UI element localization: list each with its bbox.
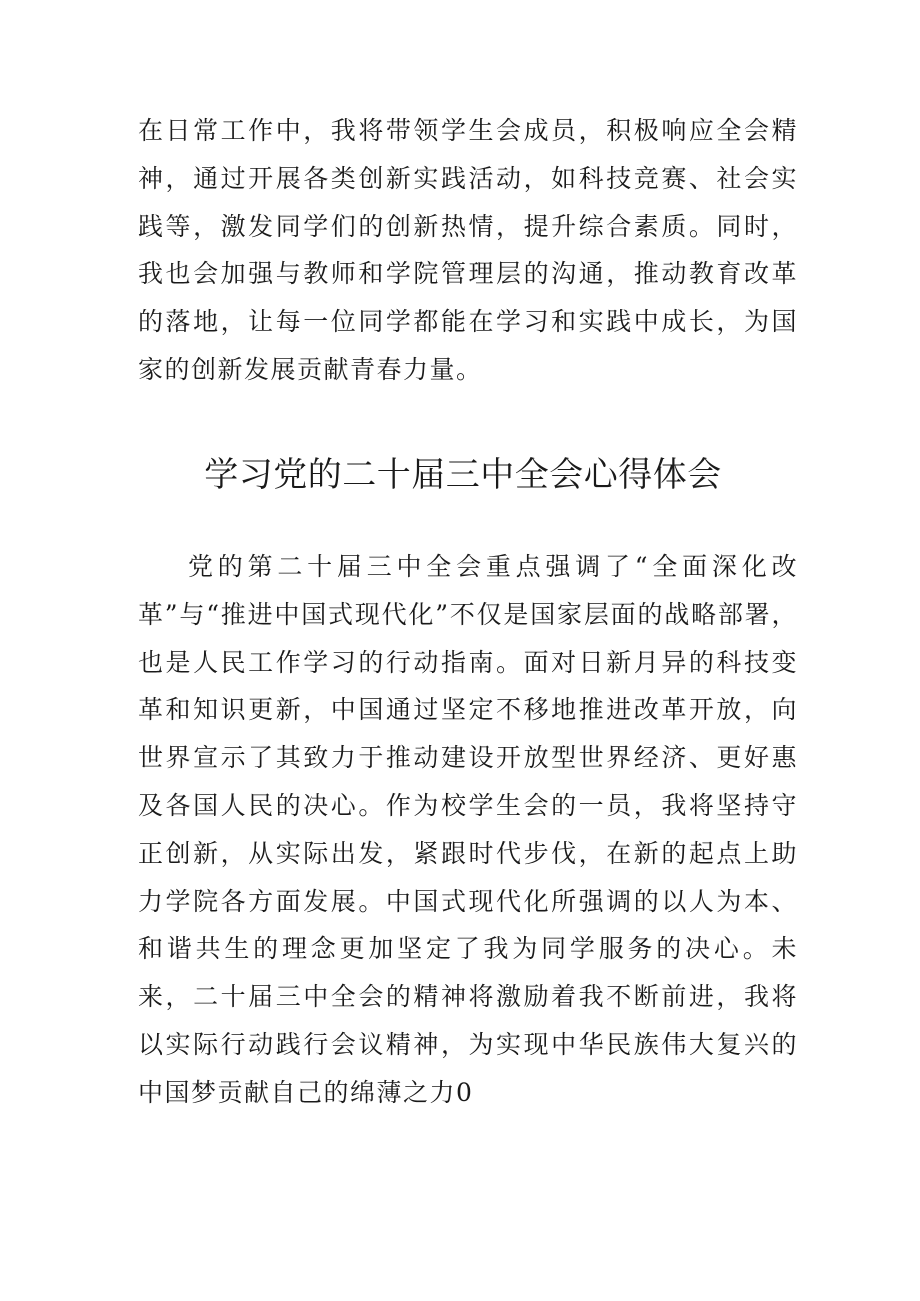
essay-body-paragraph: 党的第二十届三中全会重点强调了“全面深化改革”与“推进中国式现代化”不仅是国家层面的战略部署，也是人民工作学习的行动指南。面对日新月异的科技变革和知识更新，中国通过坚定不移地推进改革开放，向世界宣示了其致力于推动建设开放型世界经济、更好惠及各国人民的决心。作为校学生会的一员，我将坚持守正创新，从实际出发，紧跟时代步伐，在新的起点上助力学院各方面发展。中国式现代化所强调的以人为本、和谐共生的理念更加坚定了我为同学服务的决心。未来，二十届三中全会的精神将激励着我不断前进，我将以实际行动践行会议精神，为实现中华民族伟大复兴的中国梦贡献自己的绵薄之力0	[138, 552, 798, 1107]
continued-paragraph: 在日常工作中，我将带领学生会成员，积极响应全会精神，通过开展各类创新实践活动，如科技竞赛、社会实践等，激发同学们的创新热情，提升综合素质。同时，我也会加强与教师和学院管理层的沟通，推动教育改革的落地，让每一位同学都能在学习和实践中成长，为国家的创新发展贡献青春力量。	[138, 116, 798, 384]
essay-title: 学习党的二十届三中全会心得体会	[204, 455, 722, 495]
